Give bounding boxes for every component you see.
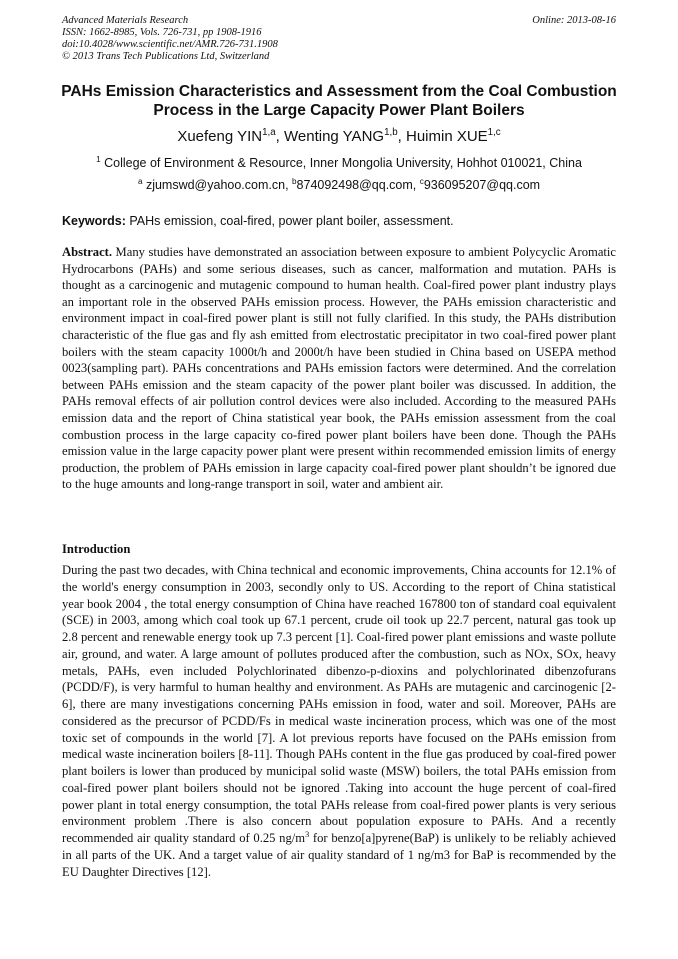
paper-title: PAHs Emission Characteristics and Assessment from the Coal Combustion Process in the Large Capacity Power Plant Boilers bbox=[61, 83, 617, 119]
issn-line: ISSN: 1662-8985, Vols. 726-731, pp 1908-1916 bbox=[62, 27, 262, 38]
keywords-text: PAHs emission, coal-fired, power plant boiler, assessment. bbox=[125, 214, 454, 228]
affiliation-text: College of Environment & Resource, Inner Mongolia University, Hohhot 010021, China bbox=[104, 156, 582, 170]
introduction-text-continued: for benzo[a]pyrene(BaP) is unlikely to be reliably achieved in all parts of the UK. And a target value of air quality standard of 1 ng/m3 for BaP is recommended by the EU Daughter Directives [12]. bbox=[62, 831, 616, 879]
doi-line: doi:10.4028/www.scientific.net/AMR.726-731.1908 bbox=[62, 39, 278, 50]
email-address[interactable]: zjumswd@yahoo.com.cn bbox=[145, 178, 286, 192]
abstract bbox=[62, 244, 616, 493]
author-superscript: 1,a bbox=[262, 127, 276, 138]
introduction-paragraph bbox=[62, 562, 616, 880]
email-superscript: c bbox=[419, 176, 424, 186]
author-name: Huimin XUE bbox=[405, 128, 488, 145]
journal-header bbox=[62, 15, 616, 63]
email-superscript: b bbox=[292, 176, 297, 186]
abstract-text: Many studies have demonstrated an association between exposure to ambient Polycyclic Aromatic Hydrocarbons (PAHs) and some serious diseases, such as cancer, malformation and mutation. PAHs is thought as a carcinogenic and mutagenic compound to human health. Coal-fired power plant industry plays an important role in the observed PAHs emission process. However, the PAHs emission characteristic and environment impact in coal-fired power plant is still not fully clarified. In this study, the PAHs distribution characteristic of the flue gas and fly ash emitted from electrostatic precipitator in two coal-fired power plant boilers with the steam capacity 1000t/h and 2000t/h have been studied in China based on USEPA method 0023(sampling part). PAHs concentrations and PAHs emission factors were determined. And the correlation between PAHs emission and the steam capacity of the power plant boiler was discussed. In addition, the PAHs removal effects of air pollution control devices were also included. According to the measured PAHs emission data and the report of China statistical year book, the PAHs emission assessment from the coal combustion process in the large capacity co-fired power plant boilers have been done. Though the PAHs emission value in the large capacity power plant were present within recommended emission limits of energy production, the problem of PAHs emission in large capacity coal-fired power plant shouldn’t be ignored due to the huge amounts and long-range transport in soil, water and ambient air. bbox=[62, 245, 616, 492]
email-list bbox=[40, 177, 638, 193]
section-heading-introduction: Introduction bbox=[62, 542, 131, 556]
abstract-label: Abstract. bbox=[62, 245, 113, 259]
keywords bbox=[62, 213, 616, 229]
keywords-label: Keywords: bbox=[62, 214, 126, 228]
email-superscript: a bbox=[137, 176, 143, 186]
author-separator: , bbox=[397, 128, 406, 145]
author-list bbox=[40, 128, 638, 146]
author-name: Wenting YANG bbox=[284, 128, 385, 145]
affiliation-superscript: 1 bbox=[96, 154, 101, 164]
email-separator: , bbox=[412, 178, 420, 192]
author-separator: , bbox=[275, 128, 285, 145]
author-superscript: 1,c bbox=[487, 127, 501, 138]
copyright-line: © 2013 Trans Tech Publications Ltd, Switzerland bbox=[62, 51, 270, 62]
email-address[interactable]: 874092498@qq.com bbox=[296, 178, 413, 192]
author-superscript: 1,b bbox=[384, 127, 398, 138]
introduction-text: During the past two decades, with China technical and economic improvements, China accounts for 12.1% of the world's energy consumption in 2003, secondly only to US. According to the report of China statistical year book 2004 , the total energy consumption of China have reached 167800 ton of standard coal equivalent (SCE) in 2003, among which coal took up 67.1 percent, crude oil took up 22.7 percent, natural gas took up 2.8 percent and renewable energy took up 7.3 percent [1]. Coal-fired power plant emissions and waste pollute air, ground, and water. A large amount of pollutes produced after the combustion, such as NOx, SOx, heavy metals, PAHs, even included Polychlorinated dibenzo-p-dioxins and polychlorinated dibenzofurans (PCDD/F), is very harmful to human healthy and environment. As PAHs are mutagenic and carcinogenic [2-6], there are many investigations concerning PAHs emission in food, water and soil. Moreover, PAHs are considered as the precursor of PCDD/Fs in medical waste incineration process, which was one of the most toxic set of compounds in the world [7]. A lot previous reports have focused on the PAHs emission from medical waste incineration boilers [8-11]. Though PAHs content in the flue gas produced by coal-fired power plant boilers is lower than produced by municipal solid waste (MSW) boilers, the total PAHs emission from coal-fired power plant boilers should not be ignored .Taking into account the huge percent of coal-fired power plant in total energy consumption, the total PAHs release from coal-fired power plants is very serious environment problem .There is also concern about population exposure to PAHs. And a recently recommended air quality standard of 0.25 ng/m bbox=[62, 563, 616, 845]
online-date: Online: 2013-08-16 bbox=[532, 15, 616, 26]
email-separator: , bbox=[285, 178, 293, 192]
email-address[interactable]: 936095207@qq.com bbox=[423, 178, 541, 192]
journal-name: Advanced Materials Research bbox=[62, 15, 189, 26]
affiliation bbox=[40, 155, 638, 171]
author-name: Xuefeng YIN bbox=[177, 128, 263, 145]
unit-superscript: 3 bbox=[305, 829, 310, 839]
